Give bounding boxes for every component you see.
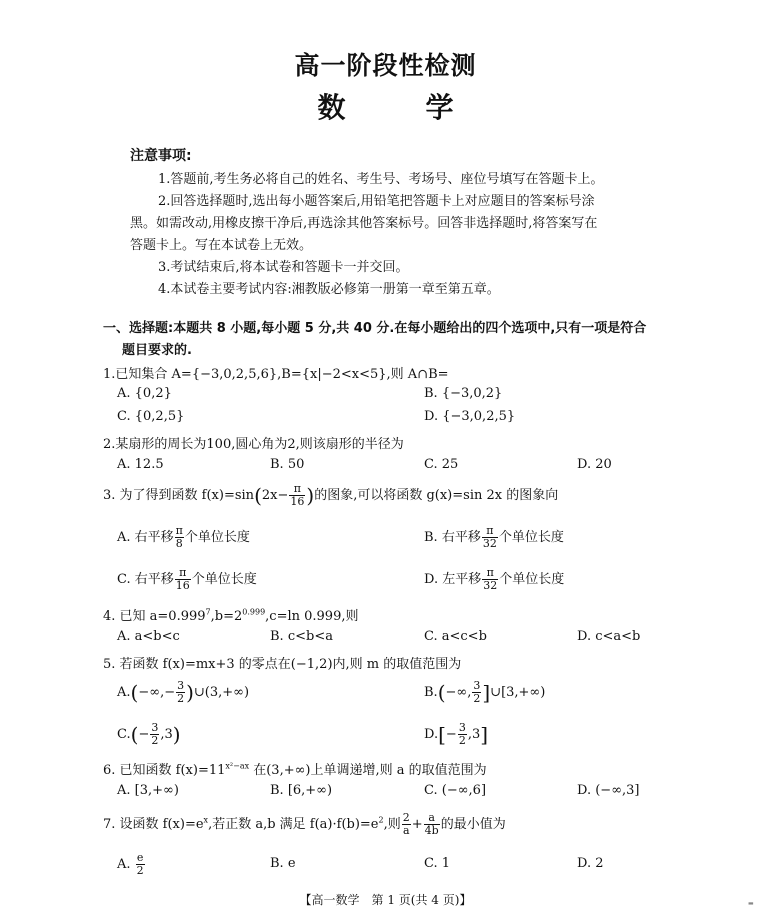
q2-option-b: B. 50 — [270, 457, 305, 472]
section-heading-line-1: 一、选择题:本题共 8 小题,每小题 5 分,共 40 分.在每小题给出的四个选项中,只有一项是符合 — [103, 321, 647, 336]
note-line-5: 3.考试结束后,将本试卷和答题卡一并交回。 — [158, 260, 409, 275]
q5-option-d: D.[− $\frac{3}{2}$ ,3] — [424, 721, 489, 747]
question-4-stem: 4. 已知 $a=0.999^7,b=2^{0.999},c=\ln$ 0.999,则 — [103, 607, 359, 624]
q4-option-d: D. c<a<b — [577, 629, 641, 644]
note-line-6: 4.本试卷主要考试内容:湘教版必修第一册第一章至第五章。 — [158, 282, 500, 297]
note-line-1: 1.答题前,考生务必将自己的姓名、考生号、考场号、座位号填写在答题卡上。 — [158, 172, 604, 187]
q3-option-c: C. 右平移 $\frac{\pi}{16}$ 个单位长度 — [117, 566, 257, 592]
pi-over-16: $\frac{\pi}{16}$ — [290, 482, 305, 508]
question-2-stem: 2.某扇形的周长为100,圆心角为2,则该扇形的半径为 — [103, 437, 404, 452]
q3-option-b: B. 右平移 $\frac{\pi}{32}$ 个单位长度 — [424, 524, 564, 550]
note-line-4: 答题卡上。写在本试卷上无效。 — [130, 238, 313, 253]
q2-option-c: C. 25 — [424, 457, 459, 472]
q3-option-d: D. 左平移 $\frac{\pi}{32}$ 个单位长度 — [424, 566, 565, 592]
section-heading-line-2: 题目要求的. — [122, 343, 192, 358]
q2-option-a: A. 12.5 — [117, 457, 164, 472]
question-1-stem: 1.已知集合 A={−3,0,2,5,6},B={x|−2<x<5},则 A∩B= — [103, 367, 449, 382]
q1-option-d: D. {−3,0,2,5} — [424, 409, 516, 424]
q7-option-d: D. 2 — [577, 856, 604, 871]
q6-option-c: C. (−∞,6] — [424, 783, 487, 798]
corner-mark: ▬ — [748, 900, 754, 907]
q2-option-d: D. 20 — [577, 457, 612, 472]
note-line-3: 黑。如需改动,用橡皮擦干净后,再选涂其他答案标号。回答非选择题时,将答案写在 — [130, 216, 598, 231]
q6-option-d: D. (−∞,3] — [577, 783, 640, 798]
q5-option-a: A.(−∞,− $\frac{3}{2}$ )∪(3,+∞) — [117, 679, 250, 705]
subject-char-1: 数 — [317, 91, 346, 124]
q5-option-c: C.(− $\frac{3}{2}$ ,3) — [117, 721, 181, 747]
exam-title: 高一阶段性检测 — [294, 51, 477, 80]
q4-option-c: C. a<c<b — [424, 629, 487, 644]
q4-option-a: A. a<b<c — [117, 629, 180, 644]
q1-option-c: C. {0,2,5} — [117, 409, 185, 424]
page-footer: 【高一数学 第 1 页(共 4 页)】 — [299, 893, 472, 907]
q1-option-b: B. {−3,0,2} — [424, 386, 503, 401]
note-line-2: 2.回答选择题时,选出每小题答案后,用铅笔把答题卡上对应题目的答案标号涂 — [158, 194, 595, 209]
q5-option-b: B.(−∞, $\frac{3}{2}$ ]∪[3,+∞) — [424, 679, 546, 705]
question-3-stem: 3. 为了得到函数 f(x)=sin(2x− $\frac{\pi}{16}$ )的图象,可以将函数 g(x)=sin 2x 的图象向 — [103, 482, 559, 508]
subject-char-2: 学 — [425, 91, 454, 124]
q3-option-a: A. 右平移 $\frac{\pi}{8}$ 个单位长度 — [117, 524, 250, 550]
q6-option-b: B. [6,+∞) — [270, 783, 333, 798]
q1-option-a: A. {0,2} — [117, 386, 172, 401]
subject-title — [0, 86, 771, 126]
notes-heading: 注意事项: — [130, 148, 192, 164]
q6-option-a: A. [3,+∞) — [117, 783, 179, 798]
question-5-stem: 5. 若函数 f(x)=mx+3 的零点在(−1,2)内,则 m 的取值范围为 — [103, 657, 462, 672]
question-7-stem: 7. 设函数 $f(x)=e^x$,若正数 a,b 满足 $f(a)\cdot f(b)=e^2$,则 $\frac{2}{a}$ + $\frac{a}{4b}$ 的最小值为 — [103, 811, 506, 837]
question-6-stem: 6. 已知函数 $f(x)=11^{x^2-ax}$ 在(3,+∞)上单调递增,则 a 的取值范围为 — [103, 761, 487, 778]
q7-option-c: C. 1 — [424, 856, 451, 871]
q7-option-b: B. e — [270, 856, 296, 871]
q4-option-b: B. c<b<a — [270, 629, 333, 644]
q7-option-a: A. $\frac{e}{2}$ — [117, 851, 144, 877]
